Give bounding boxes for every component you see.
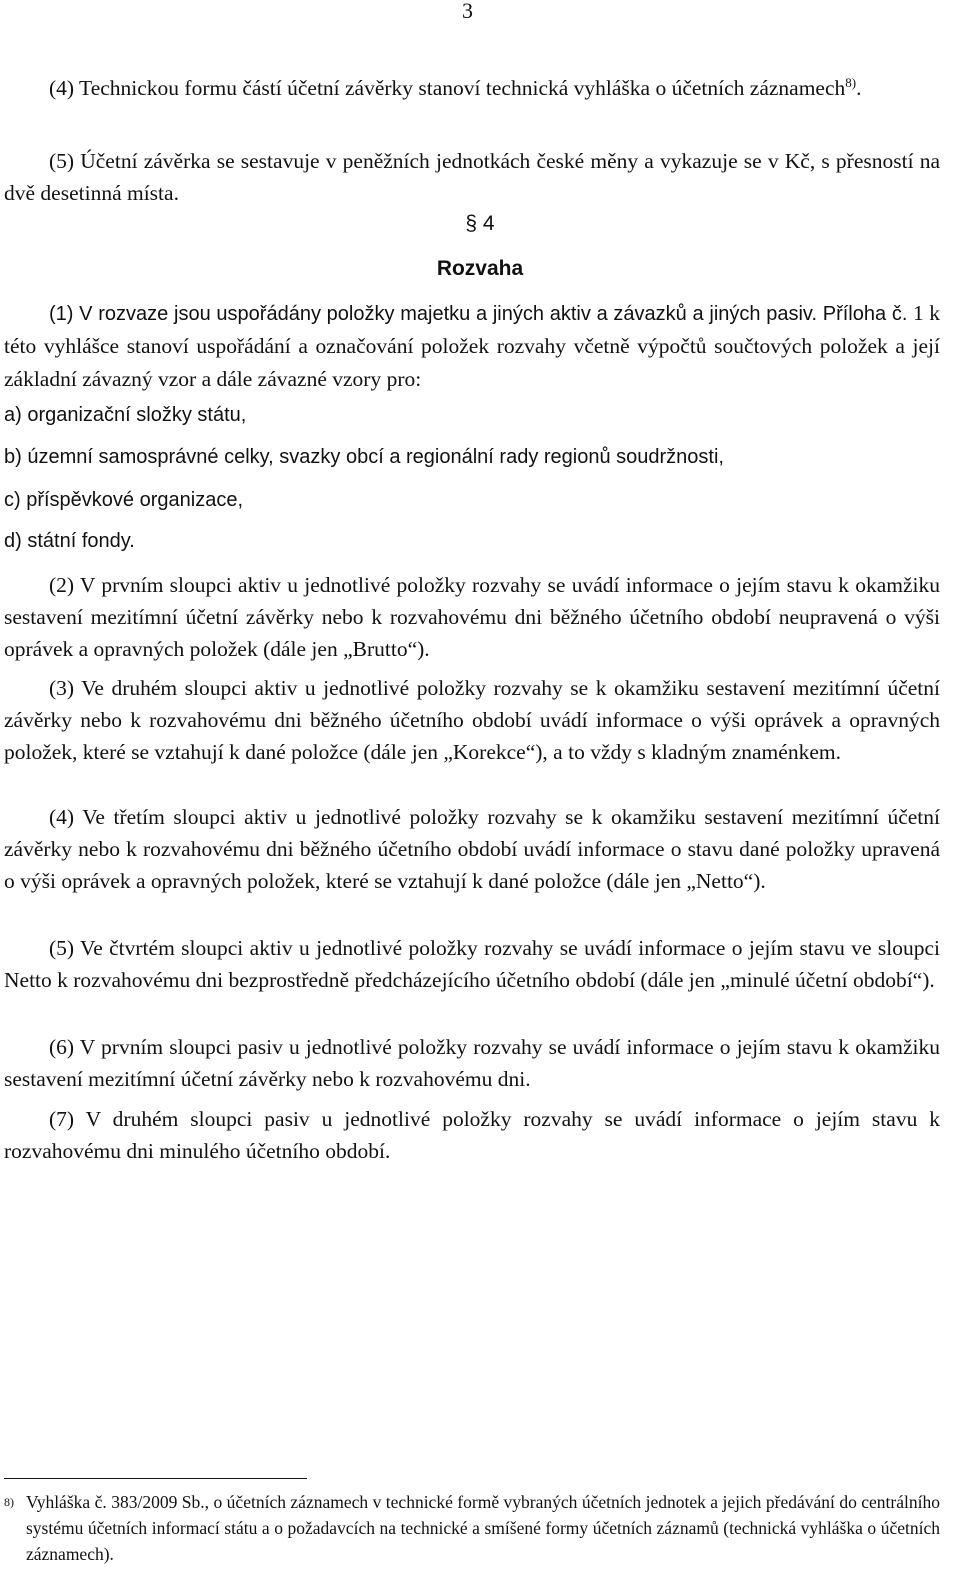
footnote-separator [4, 1478, 307, 1479]
paragraph-intro: (1) V rozvaze jsou uspořádány položky majetku a jiných aktiv a závazků a jiných pasiv. Příloha č. [49, 303, 908, 325]
paragraph-pasiva-1: (6) V prvním sloupci pasiv u jednotlivé položky rozvahy se uvádí informace o jejím stavu k okamžiku sestavení mezitímní účetní závěrky nebo k rozvahovému dni. [4, 1035, 940, 1091]
paragraph-brutto: (2) V prvním sloupci aktiv u jednotlivé položky rozvahy se uvádí informace o jejím stavu k okamžiku sestavení mezitímní účetní závěrky nebo k rozvahovému dni běžného účetního období neupravená o výši oprávek a opravných položek (dále jen „Brutto“). [4, 573, 940, 661]
list-item: b) územní samosprávné celky, svazky obcí a regionální rady regionů soudržnosti, [4, 446, 724, 468]
paragraph-netto: (4) Ve třetím sloupci aktiv u jednotlivé položky rozvahy se k okamžiku sestavení mezitímní účetní závěrky nebo k rozvahovému dni běžného účetního období uvádí informace o stavu dané položky upravená o výši oprávek a opravných položek, které se vztahují k dané položce (dále jen „Netto“). [4, 805, 940, 893]
footnote-reference: 8) [845, 75, 857, 90]
paragraph-text: (4) Technickou formu částí účetní závěrky stanoví technická vyhláška o účetních záznamech [49, 76, 846, 100]
paragraph-minule-obdobi: (5) Ve čtvrtém sloupci aktiv u jednotlivé položky rozvahy se uvádí informace o jejím stavu ve sloupci Netto k rozvahovému dni bezprostředně předcházejícího účetního období (dále jen „minulé účetní období“). [4, 936, 940, 992]
list-item: c) příspěvkové organizace, [4, 489, 244, 511]
section-symbol: § [465, 212, 478, 235]
section-heading-number [0, 212, 960, 236]
paragraph-rest: 1 k této vyhlášce stanoví uspořádání a označování položek rozvahy včetně výpočtů součtových položek a její základní závazný vzor a dále závazné vzory pro: [4, 301, 941, 391]
page-number: 3 [462, 0, 473, 23]
footnote-mark: 8) [4, 1495, 14, 1509]
paragraph-currency: (5) Účetní závěrka se sestavuje v peněžních jednotkách české měny a vykazuje se v Kč, s přesností na dvě desetinná místa. [4, 149, 940, 205]
paragraph-korekce: (3) Ve druhém sloupci aktiv u jednotlivé položky rozvahy se k okamžiku sestavení mezitímní účetní závěrky nebo k rozvahovému dni běžného účetního období uvádí informace o výši oprávek a opravných položek, které se vztahují k dané položce (dále jen „Korekce“), a to vždy s kladným znaménkem. [4, 676, 940, 764]
footnote-text: Vyhláška č. 383/2009 Sb., o účetních záznamech v technické formě vybraných účetních jednotek a jejich předávání do centrálního systému účetních informací státu a o požadavcích na technické a smíšené formy účetních záznamů (technická vyhláška o účetních záznamech). [26, 1492, 940, 1564]
paragraph-technical-form [4, 67, 940, 104]
list-item: a) organizační složky státu, [4, 404, 247, 426]
paragraph-rozvaha-1 [4, 297, 940, 396]
list-item: d) státní fondy. [4, 530, 135, 552]
section-number: 4 [482, 212, 495, 235]
paragraph-pasiva-2: (7) V druhém sloupci pasiv u jednotlivé položky rozvahy se uvádí informace o jejím stavu k rozvahovému dni minulého účetního období. [4, 1107, 940, 1163]
section-title: Rozvaha [436, 257, 524, 280]
footnote [4, 1489, 940, 1567]
paragraph-tail: . [856, 76, 862, 100]
